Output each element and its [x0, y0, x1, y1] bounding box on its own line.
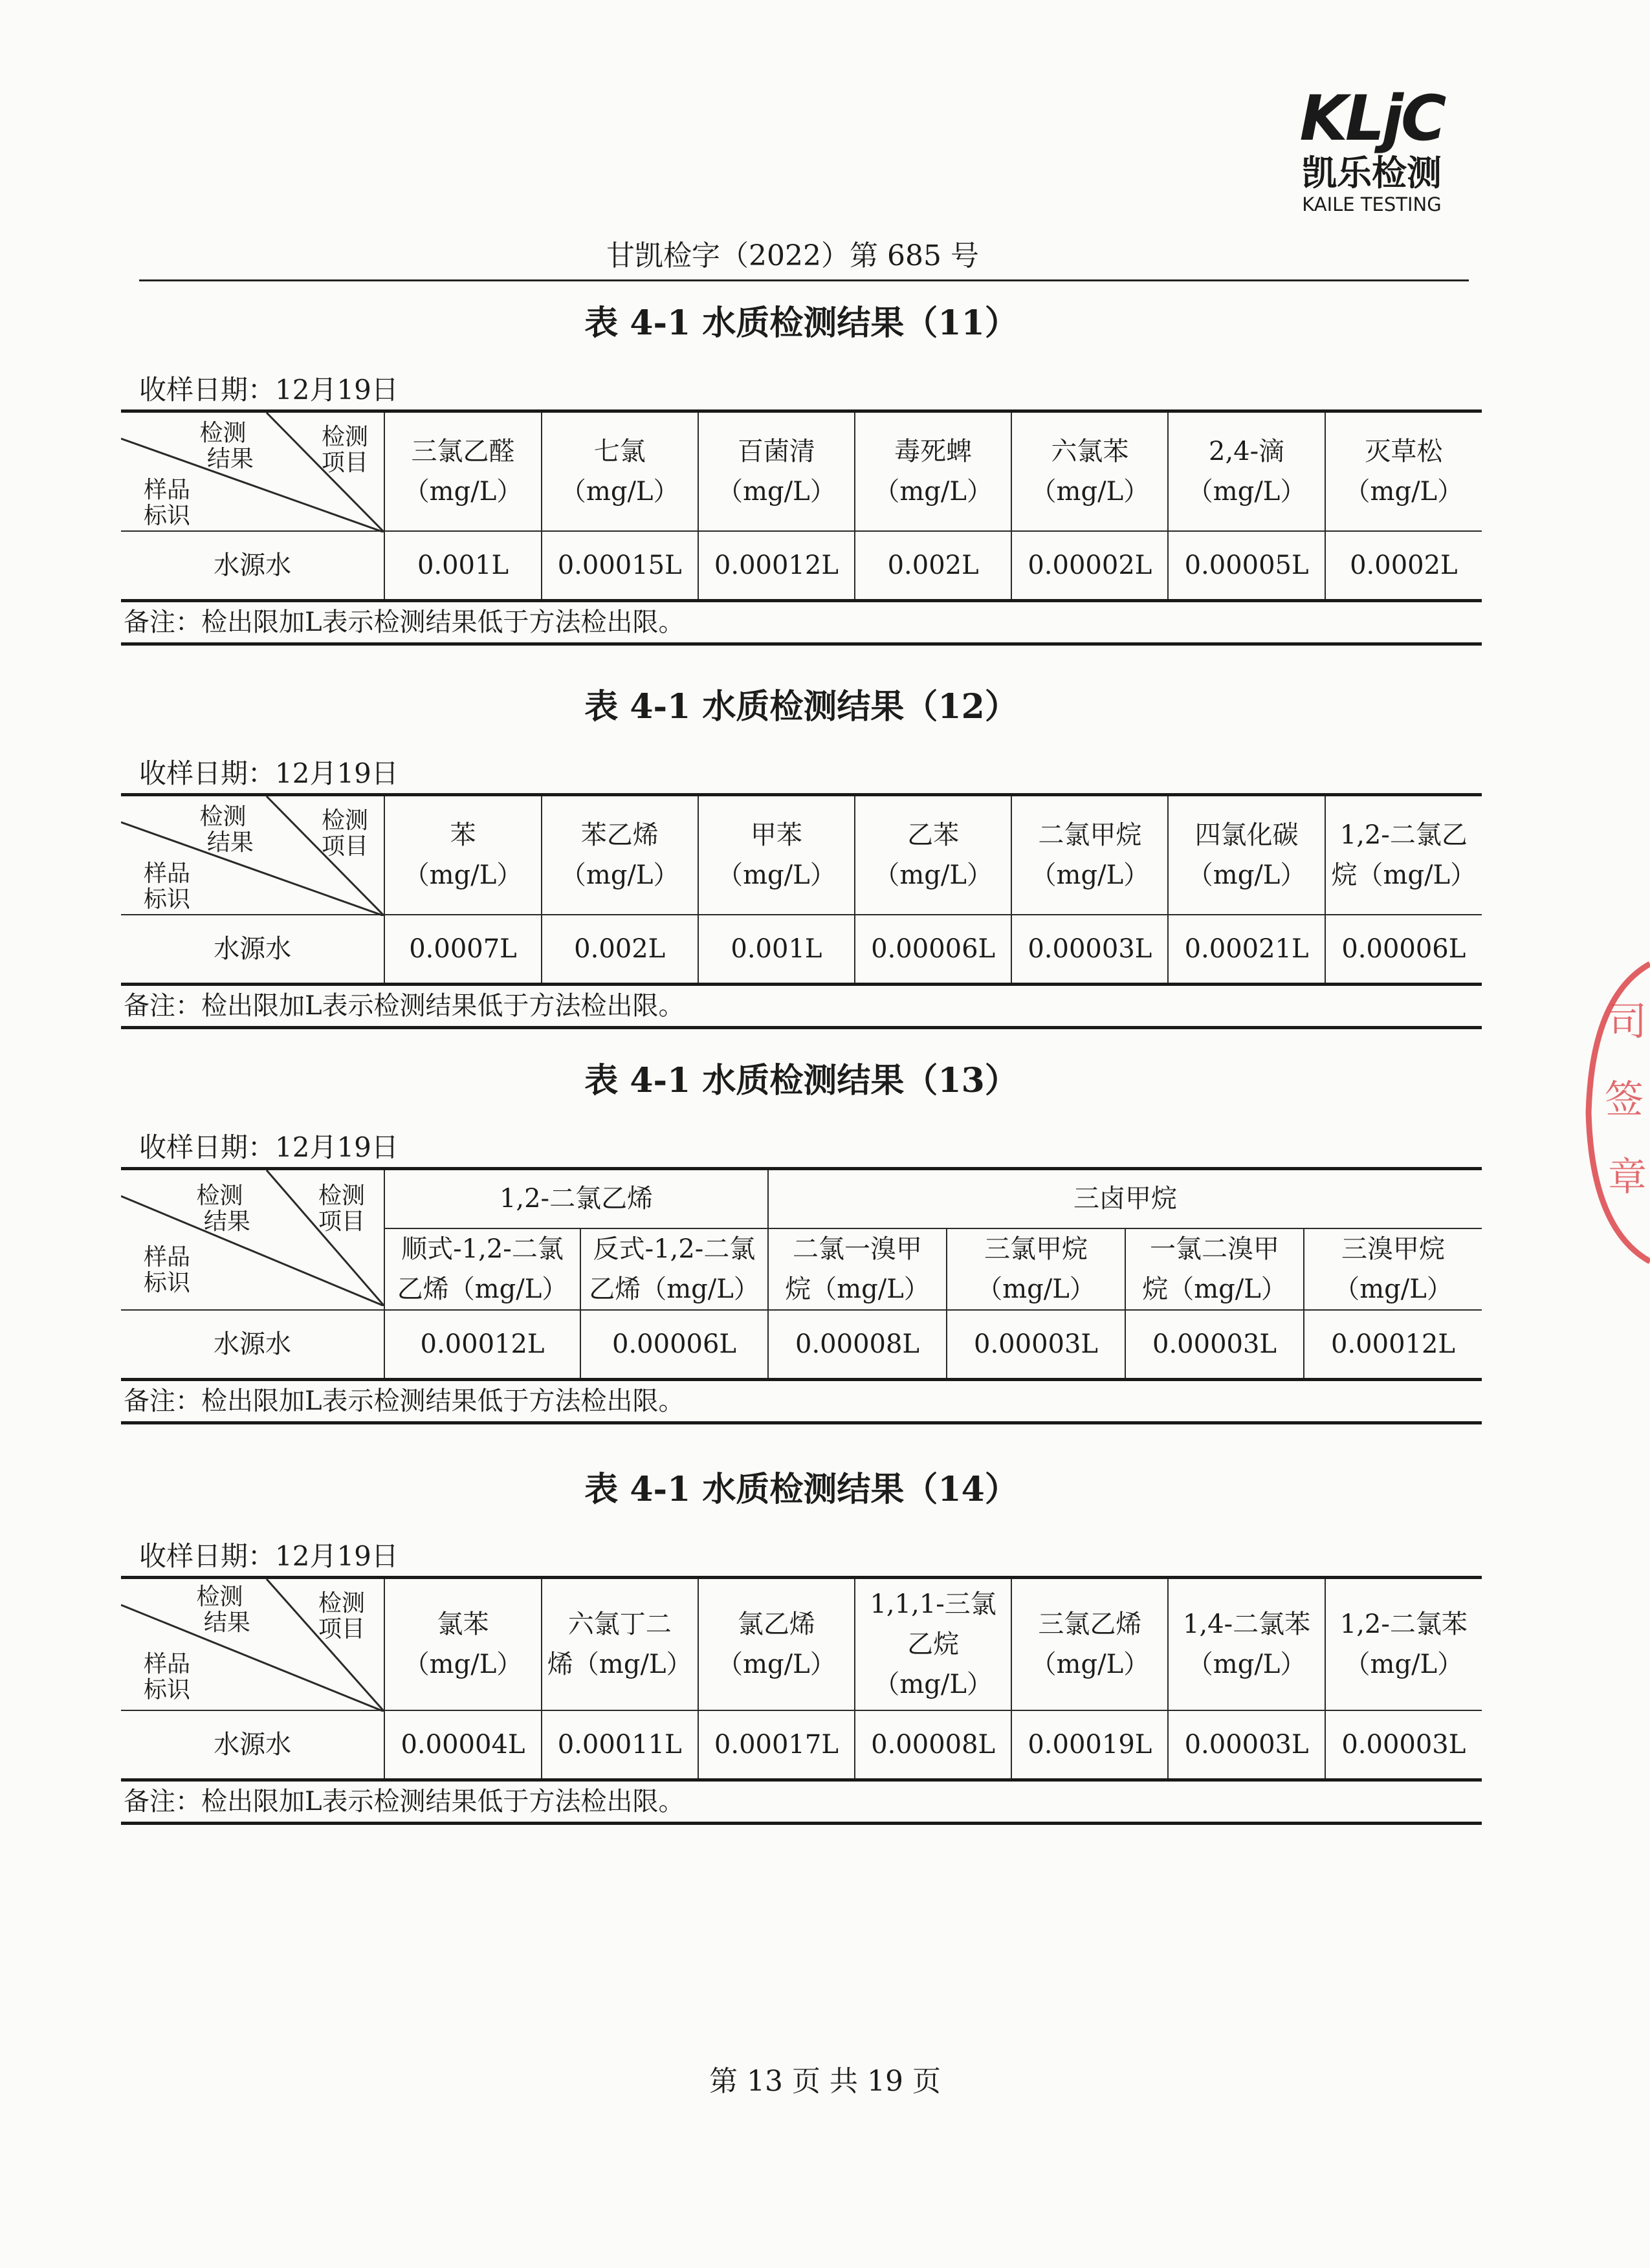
column-header: 2,4-滴 （mg/L）	[1168, 411, 1325, 531]
seal-stamp	[1579, 957, 1650, 1268]
result-value: 0.00003L	[1325, 1710, 1482, 1780]
sample-id: 水源水	[121, 1710, 384, 1780]
result-table	[121, 793, 1482, 1029]
result-value: 0.00021L	[1168, 915, 1325, 985]
svg-text:司: 司	[1608, 999, 1647, 1045]
column-header: 三氯甲烷 （mg/L）	[947, 1228, 1125, 1310]
table-title: 表 4-1 水质检测结果（11）	[584, 303, 1018, 343]
result-value: 0.00015L	[542, 531, 698, 601]
column-header: 1,2-二氯乙 烷（mg/L）	[1325, 795, 1482, 915]
table-block-14	[121, 1467, 1482, 1825]
column-header: 七氯 （mg/L）	[542, 411, 698, 531]
sample-id: 水源水	[121, 915, 384, 985]
sample-label: 样品 标识	[144, 1244, 191, 1296]
table-block-13	[121, 1058, 1482, 1424]
column-header: 苯 （mg/L）	[384, 795, 541, 915]
receive-date: 收样日期：12月19日	[139, 1540, 399, 1572]
column-header: 三氯乙醛 （mg/L）	[384, 411, 541, 531]
result-value: 0.00004L	[384, 1710, 541, 1780]
item-label: 检测 项目	[318, 1590, 366, 1642]
report-number: 甘凯检字（2022）第 685 号	[606, 239, 979, 272]
result-label: 检测 结果	[189, 1183, 250, 1235]
result-value: 0.001L	[698, 915, 855, 985]
table-block-11	[121, 301, 1482, 646]
column-header: 三溴甲烷 （mg/L）	[1304, 1228, 1482, 1310]
column-header: 1,2-二氯苯 （mg/L）	[1325, 1578, 1482, 1710]
result-value: 0.00012L	[698, 531, 855, 601]
column-header: 1,4-二氯苯 （mg/L）	[1168, 1578, 1325, 1710]
column-header: 二氯甲烷 （mg/L）	[1011, 795, 1168, 915]
column-header: 乙苯 （mg/L）	[855, 795, 1011, 915]
column-header: 三氯乙烯 （mg/L）	[1011, 1578, 1168, 1710]
column-header: 顺式-1,2-二氯 乙烯（mg/L）	[384, 1228, 580, 1310]
column-header: 六氯丁二 烯（mg/L）	[542, 1578, 698, 1710]
result-label: 检测 结果	[192, 420, 254, 472]
result-value: 0.00017L	[698, 1710, 855, 1780]
page-number: 第 13 页 共 19 页	[709, 2065, 941, 2098]
column-header: 四氯化碳 （mg/L）	[1168, 795, 1325, 915]
item-label: 检测 项目	[322, 807, 369, 860]
result-value: 0.0007L	[384, 915, 541, 985]
column-header: 二氯一溴甲 烷（mg/L）	[768, 1228, 947, 1310]
result-value: 0.0002L	[1325, 531, 1482, 601]
result-table	[121, 409, 1482, 646]
result-table	[121, 1167, 1482, 1424]
result-value: 0.00008L	[768, 1310, 947, 1380]
table-title: 表 4-1 水质检测结果（12）	[584, 687, 1018, 726]
column-header: 一氯二溴甲 烷（mg/L）	[1125, 1228, 1304, 1310]
column-header: 毒死蜱 （mg/L）	[855, 411, 1011, 531]
table-title: 表 4-1 水质检测结果（14）	[584, 1470, 1018, 1509]
sample-id: 水源水	[121, 1310, 384, 1380]
logo-mark: KLjC	[1299, 82, 1444, 155]
result-value: 0.00008L	[855, 1710, 1011, 1780]
result-value: 0.002L	[542, 915, 698, 985]
group-header: 1,2-二氯乙烯	[384, 1169, 768, 1228]
result-value: 0.00003L	[947, 1310, 1125, 1380]
remark: 备注：检出限加L表示检测结果低于方法检出限。	[121, 985, 1482, 1028]
receive-date: 收样日期：12月19日	[139, 374, 399, 406]
result-label: 检测 结果	[189, 1584, 250, 1636]
column-header: 百菌清 （mg/L）	[698, 411, 855, 531]
result-value: 0.00003L	[1125, 1310, 1304, 1380]
result-value: 0.00006L	[580, 1310, 768, 1380]
column-header: 反式-1,2-二氯 乙烯（mg/L）	[580, 1228, 768, 1310]
column-header: 六氯苯 （mg/L）	[1011, 411, 1168, 531]
remark: 备注：检出限加L表示检测结果低于方法检出限。	[121, 601, 1482, 644]
result-value: 0.00006L	[855, 915, 1011, 985]
item-label: 检测 项目	[322, 424, 369, 476]
result-value: 0.00011L	[542, 1710, 698, 1780]
column-header: 氯苯 （mg/L）	[384, 1578, 541, 1710]
column-header: 苯乙烯 （mg/L）	[542, 795, 698, 915]
svg-text:章: 章	[1608, 1155, 1647, 1200]
result-value: 0.00012L	[384, 1310, 580, 1380]
result-value: 0.00012L	[1304, 1310, 1482, 1380]
table-title: 表 4-1 水质检测结果（13）	[584, 1061, 1018, 1100]
table-block-12	[121, 684, 1482, 1029]
receive-date: 收样日期：12月19日	[139, 758, 399, 789]
item-label: 检测 项目	[318, 1183, 366, 1235]
header-rule	[139, 279, 1469, 281]
column-header: 1,1,1-三氯 乙烷 （mg/L）	[855, 1578, 1011, 1710]
result-value: 0.002L	[855, 531, 1011, 601]
result-label: 检测 结果	[192, 803, 254, 856]
column-header: 甲苯 （mg/L）	[698, 795, 855, 915]
result-value: 0.00003L	[1011, 915, 1168, 985]
receive-date: 收样日期：12月19日	[139, 1131, 399, 1163]
sample-id: 水源水	[121, 531, 384, 601]
company-logo	[1288, 82, 1456, 215]
diagonal-header-cell	[121, 795, 384, 915]
sample-label: 样品 标识	[144, 860, 191, 913]
result-value: 0.00002L	[1011, 531, 1168, 601]
group-header: 三卤甲烷	[768, 1169, 1482, 1228]
sample-label: 样品 标识	[144, 1651, 191, 1703]
result-value: 0.00003L	[1168, 1710, 1325, 1780]
svg-text:签: 签	[1605, 1077, 1644, 1122]
column-header: 氯乙烯 （mg/L）	[698, 1578, 855, 1710]
remark: 备注：检出限加L表示检测结果低于方法检出限。	[121, 1380, 1482, 1423]
result-value: 0.00006L	[1325, 915, 1482, 985]
logo-english-name: KAILE TESTING	[1302, 193, 1442, 215]
diagonal-header-cell	[121, 411, 384, 531]
sample-label: 样品 标识	[144, 477, 191, 529]
diagonal-header-cell	[121, 1169, 384, 1310]
result-table	[121, 1576, 1482, 1825]
result-value: 0.00019L	[1011, 1710, 1168, 1780]
result-value: 0.00005L	[1168, 531, 1325, 601]
result-value: 0.001L	[384, 531, 541, 601]
logo-chinese-name: 凯乐检测	[1302, 153, 1442, 193]
remark: 备注：检出限加L表示检测结果低于方法检出限。	[121, 1780, 1482, 1824]
diagonal-header-cell	[121, 1578, 384, 1710]
column-header: 灭草松 （mg/L）	[1325, 411, 1482, 531]
